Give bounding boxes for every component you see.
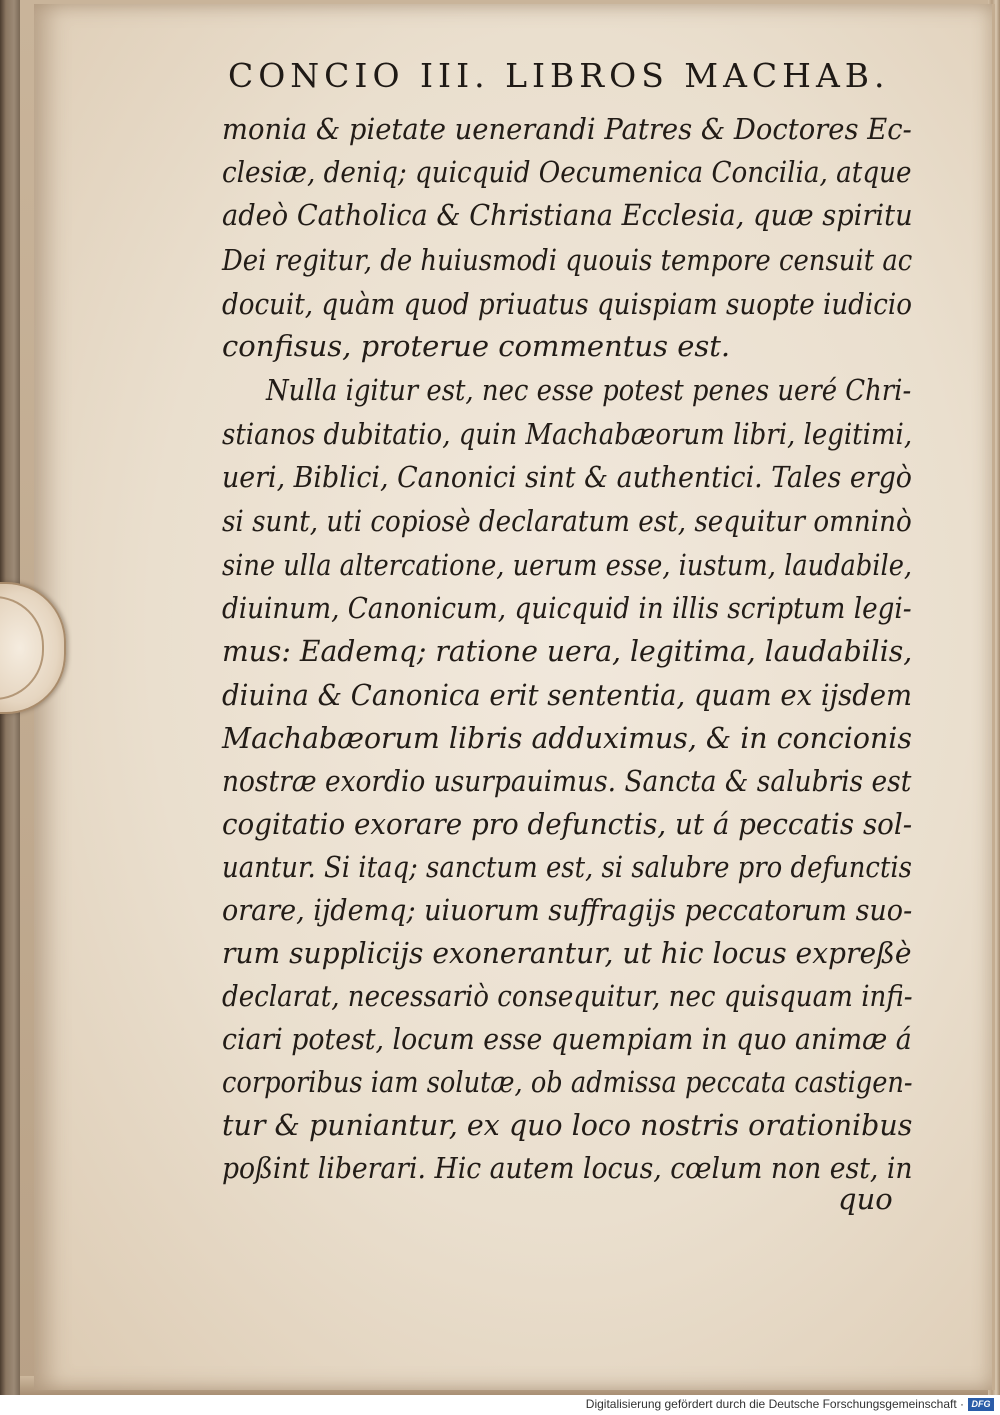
- text-line: Dei regitur, de huiusmodi quouis tempore censuit ac: [222, 243, 913, 277]
- dfg-logo: DFG: [968, 1398, 994, 1411]
- text-line: declarat, necessariò consequitur, nec quisquam infi-: [222, 979, 913, 1013]
- text-line: sine ulla altercatione, uerum esse, iustum, laudabile,: [222, 548, 913, 582]
- text-line: corporibus iam solutæ, ob admissa peccata castigen-: [222, 1065, 913, 1099]
- text-line: Machabæorum libris adduximus, & in concionis: [222, 721, 912, 755]
- text-line: rum supplicijs exonerantur, ut hic locus expreßè: [222, 936, 912, 970]
- text-line: confisus, proterue commentus est.: [222, 329, 731, 363]
- text-line: monia & pietate uenerandi Patres & Doctores Ec-: [222, 112, 912, 146]
- text-line: docuit, quàm quod priuatus quispiam suopte iudicio: [222, 287, 912, 321]
- text-line: diuinum, Canonicum, quicquid in illis scriptum legi-: [222, 591, 912, 625]
- text-line: ueri, Biblici, Canonici sint & authentici. Tales ergò: [222, 460, 912, 494]
- text-line: cogitatio exorare pro defunctis, ut á peccatis sol-: [222, 807, 913, 841]
- funding-credit: Digitalisierung gefördert durch die Deutsche Forschungsgemeinschaft ·: [585, 1397, 964, 1411]
- text-line: stianos dubitatio, quin Machabæorum libri, legitimi,: [222, 417, 913, 451]
- text-line: orare, ijdemq; uiuorum suffragijs peccatorum suo-: [222, 893, 913, 927]
- running-head: CONCIO III. LIBROS MACHAB.: [228, 56, 890, 95]
- text-line: Nulla igitur est, nec esse potest penes ueré Chri-: [266, 373, 912, 407]
- book-clasp-inner: [0, 596, 44, 700]
- text-line: poßint liberari. Hic autem locus, cœlum non est, in: [222, 1151, 913, 1185]
- footer-bar: [0, 1395, 1000, 1415]
- text-line: diuina & Canonica erit sententia, quam ex ijsdem: [222, 678, 913, 712]
- text-line: adeò Catholica & Christiana Ecclesia, quæ spiritu: [222, 198, 913, 232]
- text-line: uantur. Si itaq; sanctum est, si salubre pro defunctis: [222, 850, 912, 884]
- catchword: quo: [838, 1182, 893, 1216]
- text-line: tur & puniantur, ex quo loco nostris orationibus: [222, 1108, 913, 1142]
- text-line: ciari potest, locum esse quempiam in quo animæ á: [222, 1022, 912, 1056]
- text-line: clesiæ, deniq; quicquid Oecumenica Concilia, atque: [222, 155, 912, 189]
- text-line: mus: Eademq; ratione uera, legitima, laudabilis,: [222, 634, 913, 668]
- text-line: nostræ exordio usurpauimus. Sancta & salubris est: [222, 764, 912, 798]
- text-line: si sunt, uti copiosè declaratum est, sequitur omninò: [222, 504, 912, 538]
